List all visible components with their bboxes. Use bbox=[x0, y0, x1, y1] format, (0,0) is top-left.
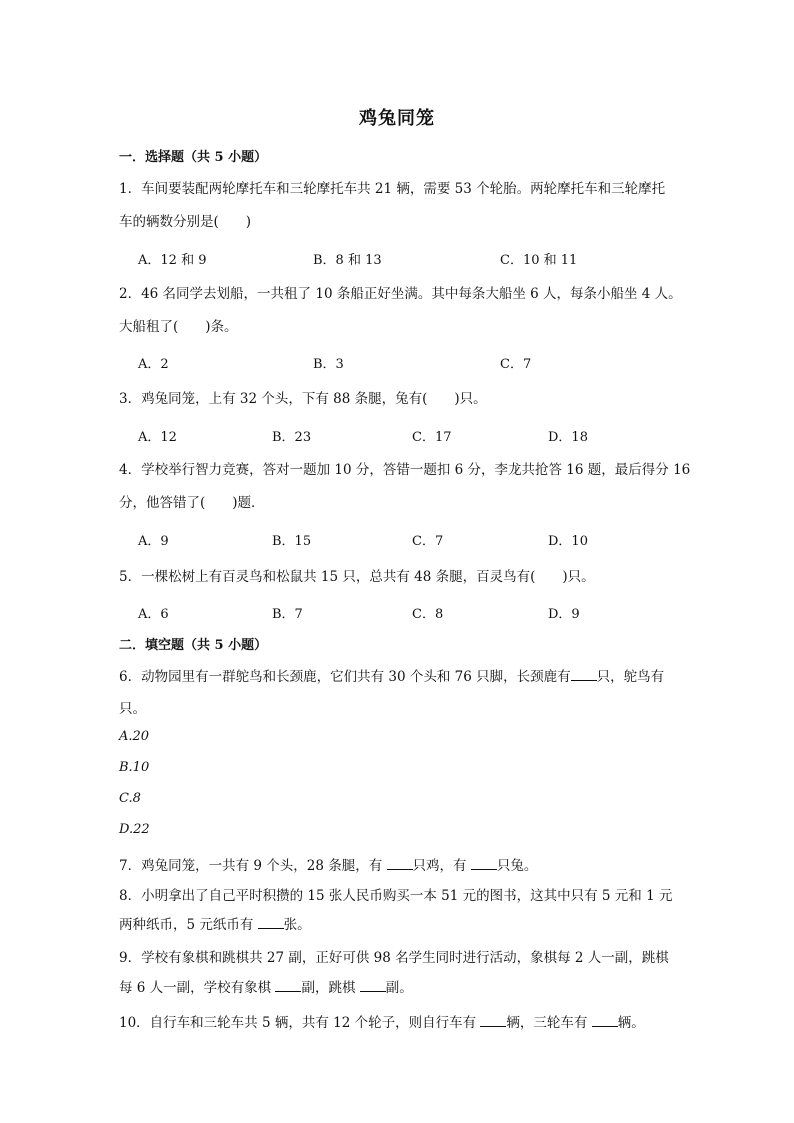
answer-blank[interactable] bbox=[571, 679, 597, 681]
question-10-text-c: 辆。 bbox=[617, 1015, 645, 1031]
question-3-line-1: 3．鸡兔同笼，上有 32 个头，下有 88 条腿，兔有( )只。 bbox=[119, 391, 487, 407]
question-6-alt-b: B.10 bbox=[119, 760, 150, 775]
question-2-option-c: C．7 bbox=[500, 357, 532, 372]
question-2-option-a: A．2 bbox=[138, 357, 169, 372]
question-5-option-c: C．8 bbox=[412, 607, 444, 622]
question-5-option-d: D．9 bbox=[548, 607, 580, 622]
question-1-line-1: 1．车间要装配两轮摩托车和三轮摩托车共 21 辆，需要 53 个轮胎。两轮摩托车和三轮摩托 bbox=[119, 181, 666, 197]
question-9-text-c: 副。 bbox=[385, 980, 413, 996]
question-7-line-1 bbox=[119, 854, 537, 874]
question-4-option-a: A．9 bbox=[138, 534, 169, 549]
question-1-option-c: C．10 和 11 bbox=[500, 253, 578, 268]
question-6-alt-d: D.22 bbox=[119, 822, 150, 837]
question-10-line-1 bbox=[119, 1011, 645, 1031]
question-9-text-b: 副，跳棋 bbox=[301, 980, 360, 996]
question-3-option-a: A．12 bbox=[138, 430, 177, 445]
question-2-line-2: 大船租了( )条。 bbox=[119, 319, 238, 335]
section-header-fill: 二．填空题（共 5 小题） bbox=[119, 638, 268, 653]
answer-blank[interactable] bbox=[275, 990, 301, 992]
question-9-text-a: 每 6 人一副，学校有象棋 bbox=[119, 980, 276, 996]
question-7-text-c: 只兔。 bbox=[496, 858, 538, 874]
question-1-option-a: A．12 和 9 bbox=[138, 253, 207, 268]
question-5-line-1: 5．一棵松树上有百灵鸟和松鼠共 15 只，总共有 48 条腿，百灵鸟有( )只。 bbox=[119, 569, 595, 585]
question-4-option-b: B．15 bbox=[272, 534, 312, 549]
question-6-alt-a: A.20 bbox=[119, 729, 150, 744]
question-2-option-b: B．3 bbox=[313, 357, 344, 372]
page-title: 鸡兔同笼 bbox=[359, 108, 435, 129]
question-6-line-2: 只。 bbox=[119, 701, 146, 717]
question-6-text-a: 6．动物园里有一群鸵鸟和长颈鹿，它们共有 30 个头和 76 只脚，长颈鹿有 bbox=[119, 669, 571, 685]
question-8-text-a: 两种纸币，5 元纸币有 bbox=[119, 917, 258, 933]
question-4-line-2: 分，他答错了( )题． bbox=[119, 495, 265, 511]
answer-blank[interactable] bbox=[360, 990, 386, 992]
question-5-option-a: A．6 bbox=[138, 607, 169, 622]
question-3-option-d: D．18 bbox=[548, 430, 588, 445]
question-6-alt-c: C.8 bbox=[119, 791, 141, 806]
question-10-text-a: 10．自行车和三轮车共 5 辆，共有 12 个轮子，则自行车有 bbox=[119, 1015, 481, 1031]
question-10-text-b: 辆，三轮车有 bbox=[506, 1015, 592, 1031]
answer-blank[interactable] bbox=[480, 1025, 506, 1027]
question-9-line-1: 9．学校有象棋和跳棋共 27 副，正好可供 98 名学生同时进行活动，象棋每 2 人一副，跳棋 bbox=[119, 950, 669, 966]
question-5-option-b: B．7 bbox=[272, 607, 303, 622]
question-4-line-1: 4．学校举行智力竞赛，答对一题加 10 分，答错一题扣 6 分，李龙共抢答 16 题，最后得分 16 bbox=[119, 462, 691, 478]
question-4-option-c: C．7 bbox=[412, 534, 444, 549]
answer-blank[interactable] bbox=[471, 868, 497, 870]
question-9-line-2 bbox=[119, 976, 413, 996]
question-6-line-1 bbox=[119, 665, 664, 685]
question-8-line-1: 8．小明拿出了自己平时积攒的 15 张人民币购买一本 51 元的图书，这其中只有 5 元和 1 元 bbox=[119, 888, 673, 904]
question-3-option-c: C．17 bbox=[412, 430, 452, 445]
answer-blank[interactable] bbox=[592, 1025, 618, 1027]
question-4-option-d: D．10 bbox=[548, 534, 588, 549]
answer-blank[interactable] bbox=[387, 868, 413, 870]
question-7-text-a: 7．鸡兔同笼，一共有 9 个头，28 条腿，有 bbox=[119, 858, 387, 874]
question-6-text-b: 只，鸵鸟有 bbox=[596, 669, 665, 685]
question-3-option-b: B．23 bbox=[272, 430, 312, 445]
question-8-line-2 bbox=[119, 913, 311, 933]
question-8-text-b: 张。 bbox=[283, 917, 311, 933]
question-1-line-2: 车的辆数分别是( ) bbox=[119, 214, 252, 230]
question-2-line-1: 2．46 名同学去划船，一共租了 10 条船正好坐满。其中每条大船坐 6 人，每条小船坐 4 人。 bbox=[119, 286, 682, 302]
question-1-option-b: B．8 和 13 bbox=[313, 253, 382, 268]
section-header-choice: 一．选择题（共 5 小题） bbox=[119, 150, 268, 165]
question-7-text-b: 只鸡，有 bbox=[412, 858, 471, 874]
answer-blank[interactable] bbox=[258, 927, 284, 929]
